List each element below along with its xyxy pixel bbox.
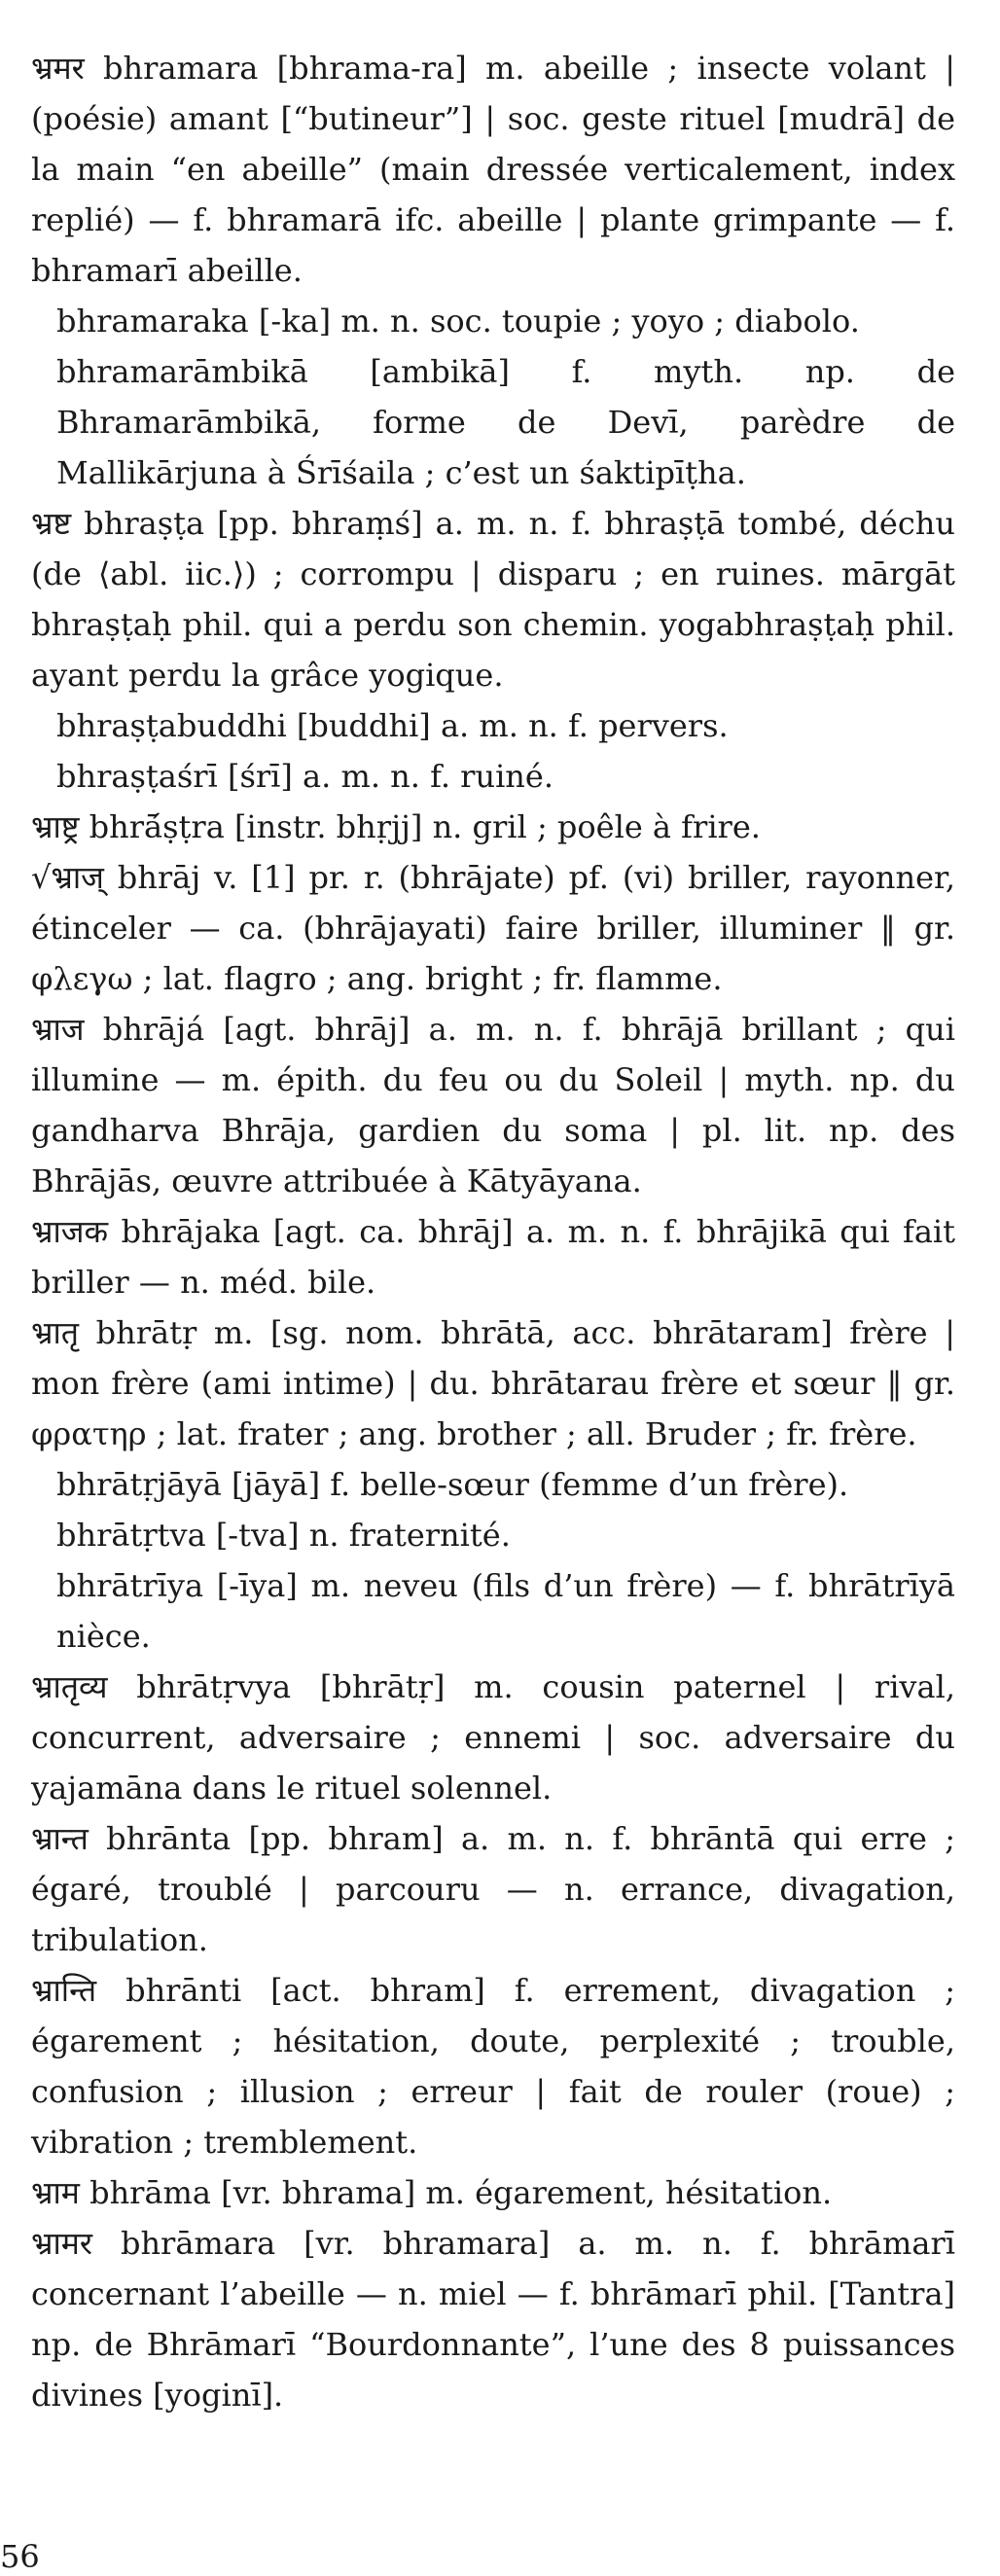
entry bbox=[31, 1813, 955, 1965]
entry bbox=[31, 43, 955, 296]
entry-text: भ्रातृ bhrātṛ m. [sg. nom. bhrātā, acc. bhrātaram] frère | mon frère (ami intime) | du. bhrātarau frère et sœur ‖ gr. φρατηρ ; lat. frater ; ang. brother ; all. Bruder ; fr. frère. bbox=[31, 1314, 955, 1452]
entry bbox=[31, 498, 955, 700]
entry-text: भ्राम bhrāma [vr. bhrama] m. égarement, hésitation. bbox=[31, 2174, 833, 2211]
entry-text: bhraṣṭabuddhi [buddhi] a. m. n. f. pervers. bbox=[56, 707, 729, 744]
entry bbox=[31, 852, 955, 1004]
entry bbox=[31, 1965, 955, 2167]
entry bbox=[31, 1307, 955, 1459]
sub-entry bbox=[31, 1560, 955, 1662]
entry-text: bhraṣṭaśrī [śrī] a. m. n. f. ruiné. bbox=[56, 758, 554, 795]
entry-text: bhrātṛtva [-tva] n. fraternité. bbox=[56, 1517, 511, 1554]
sub-entry bbox=[31, 700, 955, 751]
entry-text: भ्राष्ट्र bhrā́ṣṭra [instr. bhṛjj] n. gril ; poêle à frire. bbox=[31, 808, 761, 845]
entry-text: bhramarāmbikā [ambikā] f. myth. np. de Bhramarāmbikā, forme de Devī, parèdre de Mallikārjuna à Śrīśaila ; c’est un śaktipīṭha. bbox=[56, 353, 955, 491]
entry-text: भ्रमर bhramara [bhrama-ra] m. abeille ; insecte volant | (poésie) amant [“butineur”] | soc. geste rituel [mudrā] de la main “en abeille” (main dressée verticalement, index replié) — f. bhramarā ifc. abeille | plante grimpante — f. bhramarī abeille. bbox=[31, 50, 955, 289]
entry-text: √भ्राज् bhrāj v. [1] pr. r. (bhrājate) pf. (vi) briller, rayonner, étinceler — ca. (bhrājayati) faire briller, illuminer ‖ gr. φλεγω ; lat. flagro ; ang. bright ; fr. flamme. bbox=[31, 859, 955, 997]
entries-list bbox=[31, 43, 955, 2420]
sub-entry bbox=[31, 346, 955, 498]
entry-text: भ्राजक bhrājaka [agt. ca. bhrāj] a. m. n. f. bhrājikā qui fait briller — n. méd. bile. bbox=[31, 1213, 955, 1301]
entry-text: भ्रष्ट bhraṣṭa [pp. bhraṃś] a. m. n. f. bhraṣṭā tombé, déchu (de ⟨abl. iic.⟩) ; corrompu | disparu ; en ruines. mārgāt bhraṣṭaḥ phil. qui a perdu son chemin. yogabhraṣṭaḥ phil. ayant perdu la grâce yogique. bbox=[31, 505, 955, 694]
entry bbox=[31, 1662, 955, 1813]
entry-text: bhrātṛjāyā [jāyā] f. belle-sœur (femme d’un frère). bbox=[56, 1466, 849, 1503]
entry-text: भ्रान्त bhrānta [pp. bhram] a. m. n. f. bhrāntā qui erre ; égaré, troublé | parcouru — n. errance, divagation, tribulation. bbox=[31, 1820, 955, 1958]
sub-entry bbox=[31, 1459, 955, 1510]
entry-text: भ्रामर bhrāmara [vr. bhramara] a. m. n. f. bhrāmarī concernant l’abeille — n. miel — f. bhrāmarī phil. [Tantra] np. de Bhrāmarī “Bourdonnante”, l’une des 8 puissances divines [yoginī]. bbox=[31, 2225, 955, 2414]
entry-text: भ्रान्ति bhrānti [act. bhram] f. errement, divagation ; égarement ; hésitation, doute, perplexité ; trouble, confusion ; illusion ; erreur | fait de rouler (roue) ; vibration ; tremblement. bbox=[31, 1972, 955, 2161]
entry bbox=[31, 802, 955, 852]
entry-text: भ्राज bhrājá [agt. bhrāj] a. m. n. f. bhrājā brillant ; qui illumine — m. épith. du feu ou du Soleil | myth. np. du gandharva Bhrāja, gardien du soma | pl. lit. np. des Bhrājās, œuvre attribuée à Kātyāyana. bbox=[31, 1011, 955, 1199]
sub-entry bbox=[31, 751, 955, 802]
entry-text: भ्रातृव्य bhrātṛvya [bhrātṛ] m. cousin paternel | rival, concurrent, adversaire ; ennemi | soc. adversaire du yajamāna dans le rituel solennel. bbox=[31, 1668, 955, 1807]
sub-entry bbox=[31, 1510, 955, 1560]
page-number: 56 bbox=[0, 2538, 40, 2575]
entry-text: bhrātrīya [-īya] m. neveu (fils d’un frère) — f. bhrātrīyā nièce. bbox=[56, 1567, 955, 1655]
entry bbox=[31, 2218, 955, 2420]
entry bbox=[31, 2167, 955, 2218]
sub-entry bbox=[31, 296, 955, 346]
entry bbox=[31, 1004, 955, 1206]
entry bbox=[31, 1206, 955, 1307]
entry-text: bhramaraka [-ka] m. n. soc. toupie ; yoyo ; diabolo. bbox=[56, 303, 860, 340]
